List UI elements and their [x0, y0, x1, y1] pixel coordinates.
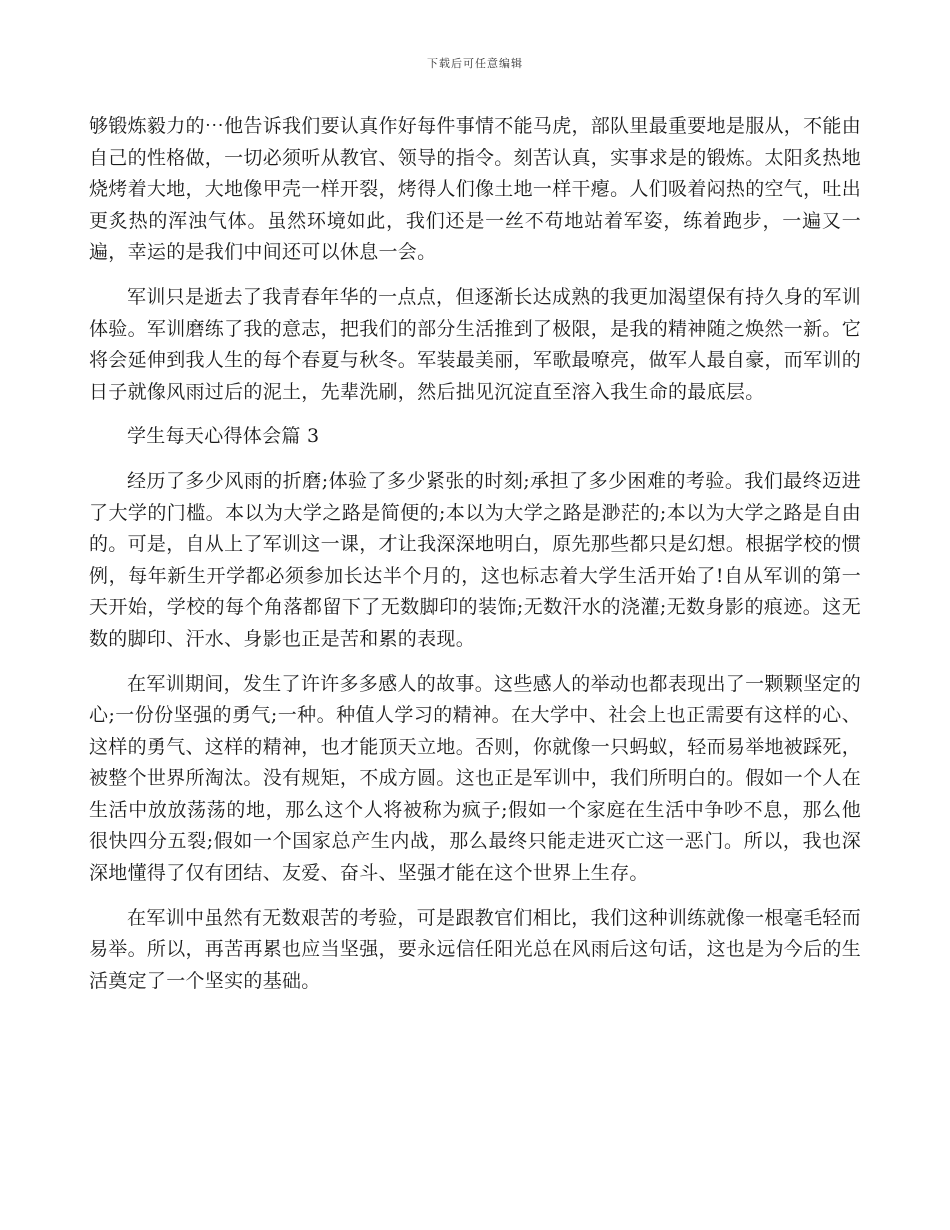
- paragraph: 在军训期间，发生了许许多多感人的故事。这些感人的举动也都表现出了一颗颗坚定的心;一份份坚强的勇气;一种。种值人学习的精神。在大学中、社会上也正需要有这样的心、这样的勇气、这样的精神，也才能顶天立地。否则，你就像一只蚂蚁，轻而易举地被踩死，被整个世界所淘汰。没有规矩，不成方圆。这也正是军训中，我们所明白的。假如一个人在生活中放放荡荡的地，那么这个人将被称为疯子;假如一个家庭在生活中争吵不息，那么他很快四分五裂;假如一个国家总产生内战，那么最终只能走进灭亡这一恶门。所以，我也深深地懂得了仅有团结、友爱、奋斗、坚强才能在这个世界上生存。: [89, 672, 862, 885]
- paragraph: 在军训中虽然有无数艰苦的考验，可是跟教官们相比，我们这种训练就像一根毫毛轻而易举。所以，再苦再累也应当坚强，要永远信任阳光总在风雨后这句话，这也是为今后的生活奠定了一个坚实的基础。: [89, 906, 862, 992]
- paragraph: 经历了多少风雨的折磨;体验了多少紧张的时刻;承担了多少困难的考验。我们最终迈进了大学的门槛。本以为大学之路是简便的;本以为大学之路是渺茫的;本以为大学之路是自由的。可是，自从上了军训这一课，才让我深深地明白，原先那些都只是幻想。根据学校的惯例，每年新生开学都必须参加长达半个月的，这也标志着大学生活开始了!自从军训的第一天开始，学校的每个角落都留下了无数脚印的装饰;无数汗水的浇灌;无数身影的痕迹。这无数的脚印、汗水、身影也正是苦和累的表现。: [89, 469, 862, 650]
- paragraph: 够锻炼毅力的⋯他告诉我们要认真作好每件事情不能马虎，部队里最重要地是服从，不能由自己的性格做，一切必须听从教官、领导的指令。刻苦认真，实事求是的锻炼。太阳炙热地烧烤着大地，大地像甲壳一样开裂，烤得人们像土地一样干瘪。人们吸着闷热的空气，吐出更炙热的浑浊气体。虽然环境如此，我们还是一丝不苟地站着军姿，练着跑步，一遍又一遍，幸运的是我们中间还可以休息一会。: [89, 115, 862, 264]
- section-heading: 学生每天心得体会篇 3: [127, 425, 320, 448]
- page-header-note: 下载后可任意编辑: [427, 57, 523, 70]
- paragraph: 军训只是逝去了我青春年华的一点点，但逐渐长达成熟的我更加渴望保有持久身的军训体验。军训磨练了我的意志，把我们的部分生活推到了极限，是我的精神随之焕然一新。它将会延伸到我人生的每个春夏与秋冬。军装最美丽，军歌最嘹亮，做军人最自豪，而军训的日子就像风雨过后的泥土，先辈洗刷，然后拙见沉淀直至溶入我生命的最底层。: [89, 285, 862, 403]
- document-body: [89, 111, 861, 1010]
